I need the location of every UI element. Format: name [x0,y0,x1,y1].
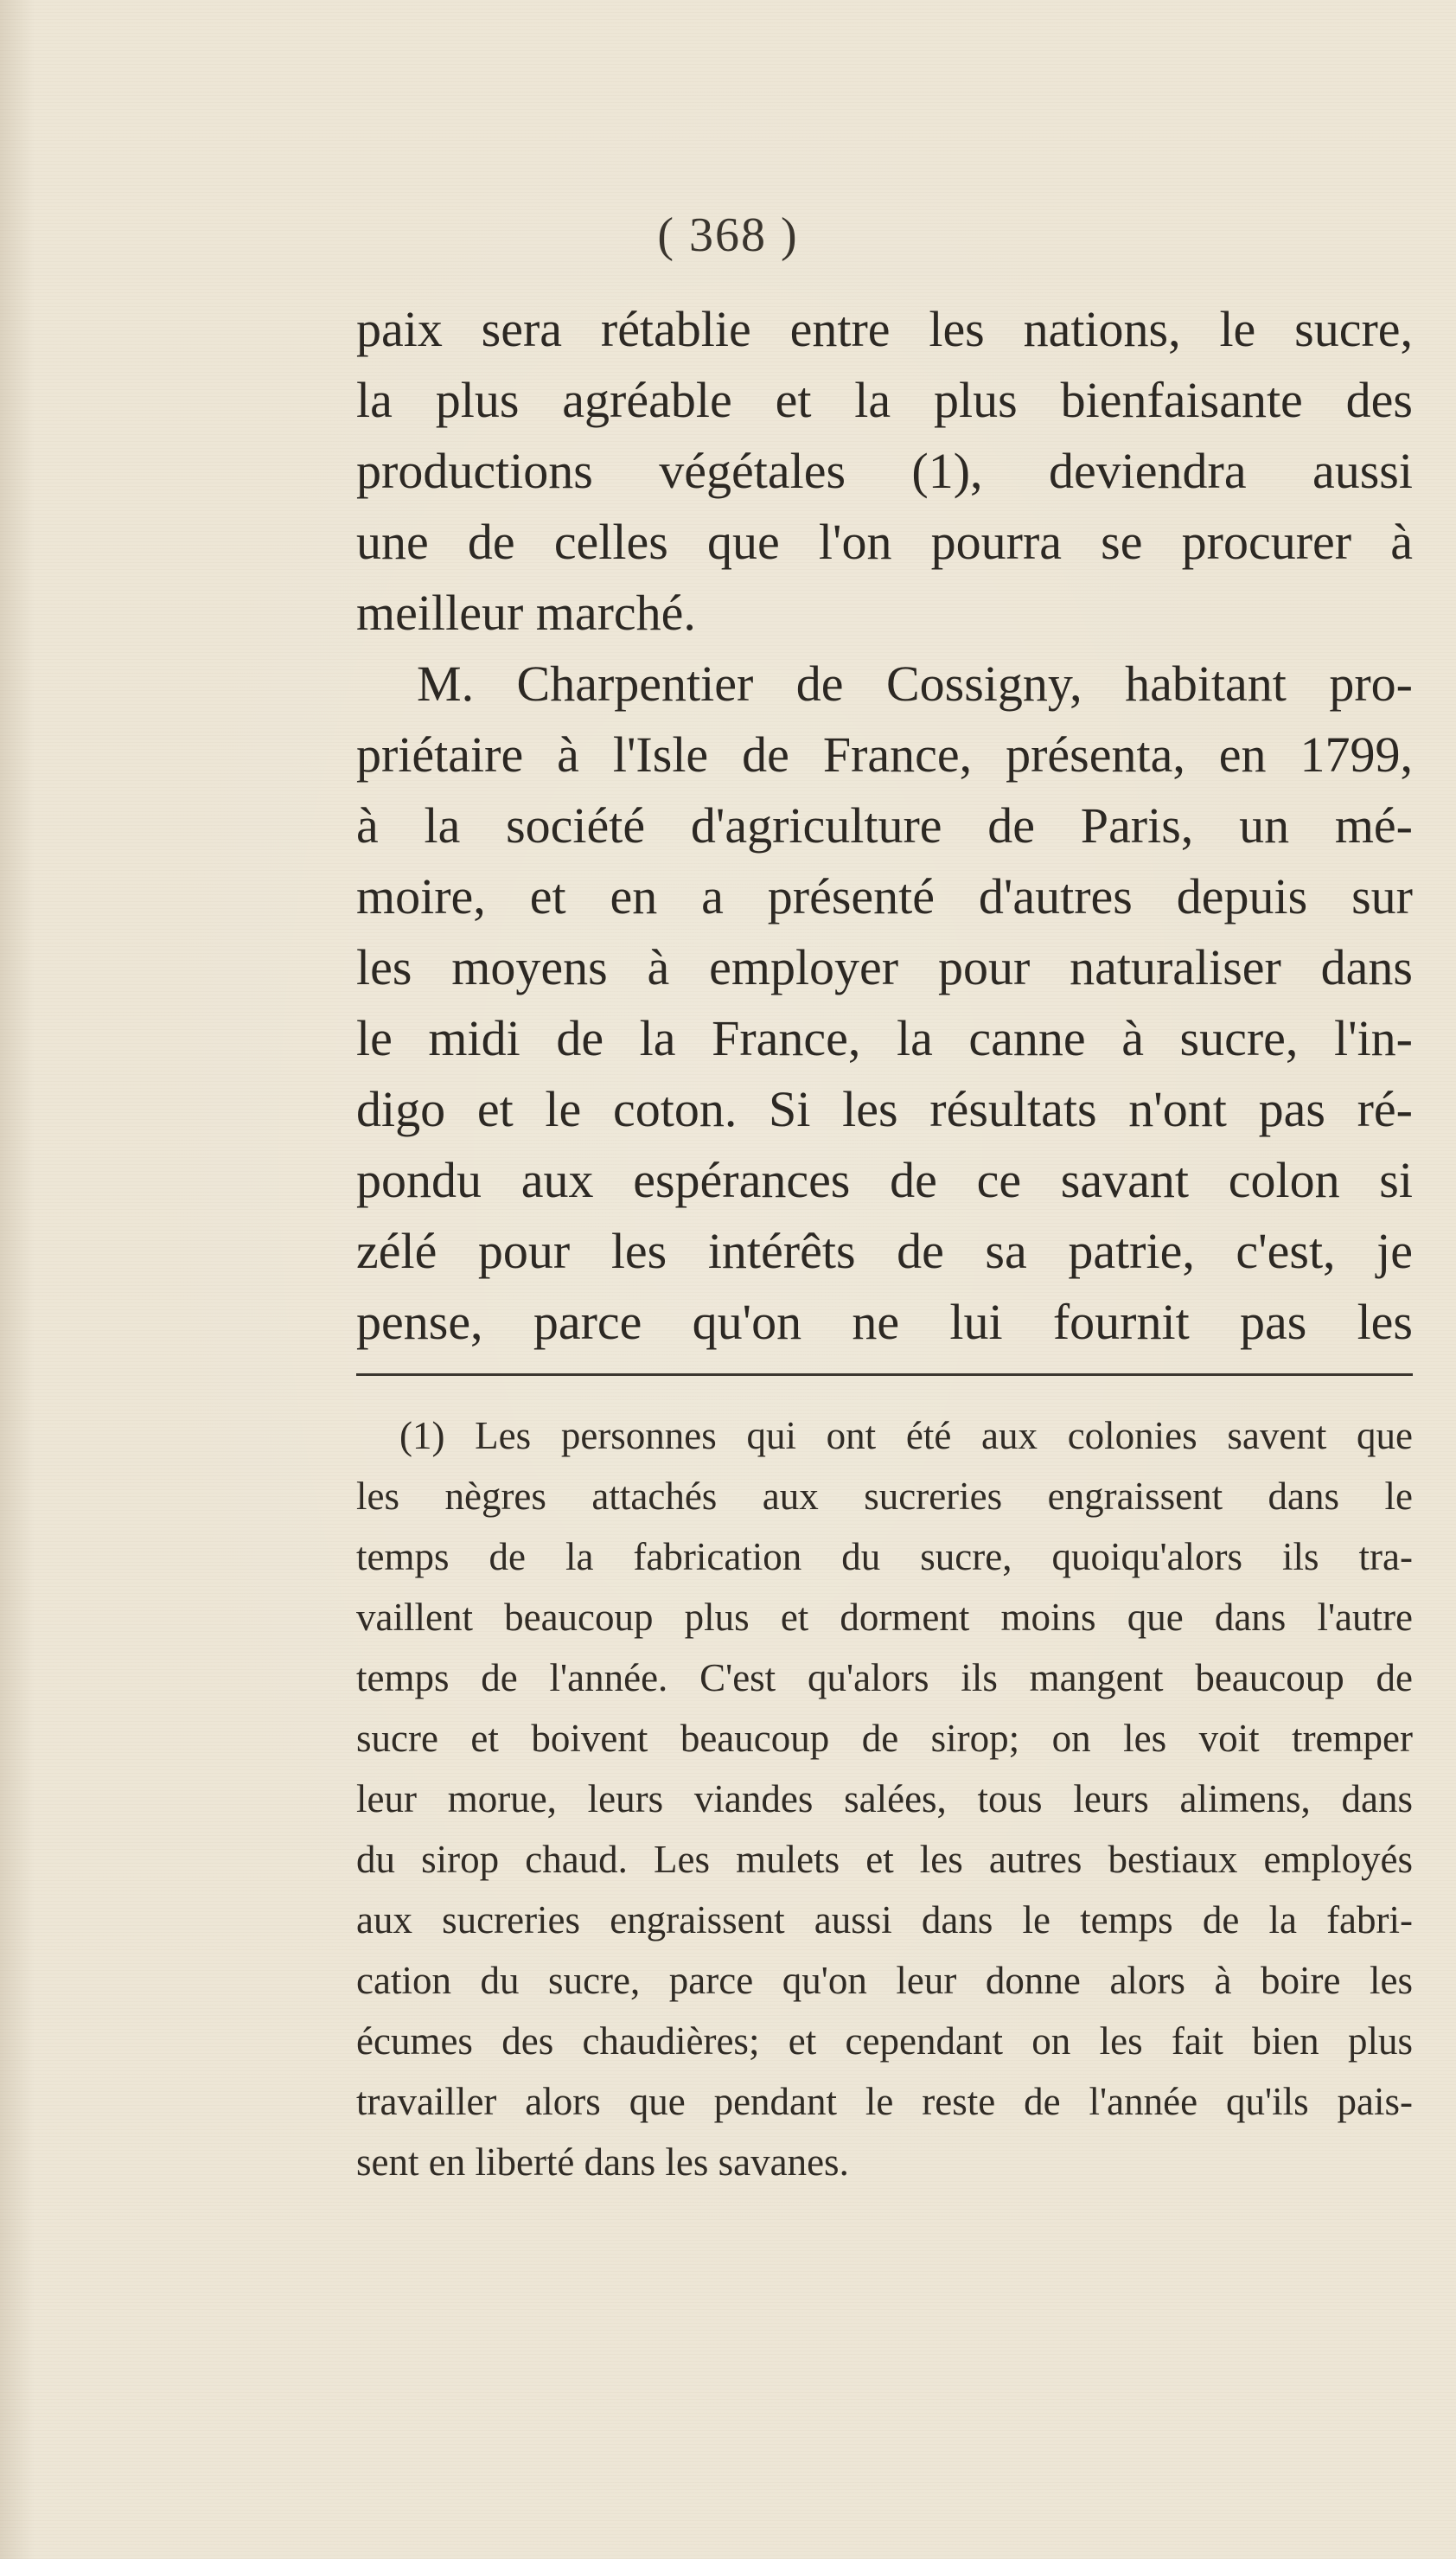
footnote-line: (1) Les personnes qui ont été aux colonies savent que [399,1414,1413,1457]
text-line: le midi de la France, la canne à sucre, l'in- [356,1010,1413,1066]
text-line: meilleur marché. [356,585,696,641]
footnote-line: cation du sucre, parce qu'on leur donne alors à boire les [356,1959,1413,2002]
footnote-line: les nègres attachés aux sucreries engraissent dans le [356,1475,1413,1518]
paragraph-first-line: M. Charpentier de Cossigny, habitant pro- [417,656,1413,712]
text-line: priétaire à l'Isle de France, présenta, en 1799, [356,726,1413,783]
footnote-line: vaillent beaucoup plus et dorment moins que dans l'autre [356,1596,1413,1639]
footnote-line: du sirop chaud. Les mulets et les autres bestiaux employés [356,1838,1413,1881]
body-text [356,294,1413,1358]
footnote-line: sent en liberté dans les savanes. [356,2140,849,2184]
text-line: productions végétales (1), deviendra aussi [356,443,1413,499]
text-line: pense, parce qu'on ne lui fournit pas les [356,1294,1413,1350]
footnote-line: temps de l'année. C'est qu'alors ils mangent beaucoup de [356,1656,1413,1699]
footnote-line: aux sucreries engraissent aussi dans le temps de la fabri- [356,1898,1413,1942]
text-line: à la société d'agriculture de Paris, un mé- [356,797,1413,854]
text-line: les moyens à employer pour naturaliser dans [356,939,1413,995]
footnote-line: travailler alors que pendant le reste de l'année qu'ils pais- [356,2080,1413,2123]
footnote-line: temps de la fabrication du sucre, quoiqu'alors ils tra- [356,1535,1413,1578]
text-line: paix sera rétablie entre les nations, le sucre, [356,301,1413,357]
footnote-line: leur morue, leurs viandes salées, tous leurs alimens, dans [356,1777,1413,1820]
text-line: digo et le coton. Si les résultats n'ont pas ré- [356,1081,1413,1137]
text-line: une de celles que l'on pourra se procurer à [356,514,1413,570]
text-line: la plus agréable et la plus bienfaisante des [356,372,1413,428]
page-number: ( 368 ) [657,208,799,262]
page-edge-shading [0,0,35,2559]
footnote-divider [356,1373,1413,1376]
footnote [356,1405,1413,2192]
text-line: moire, et en a présenté d'autres depuis sur [356,868,1413,924]
text-line: zélé pour les intérêts de sa patrie, c'est, je [356,1223,1413,1279]
text-line: pondu aux espérances de ce savant colon si [356,1152,1413,1208]
footnote-line: sucre et boivent beaucoup de sirop; on les voit tremper [356,1717,1413,1760]
footnote-line: écumes des chaudières; et cependant on les fait bien plus [356,2019,1413,2063]
